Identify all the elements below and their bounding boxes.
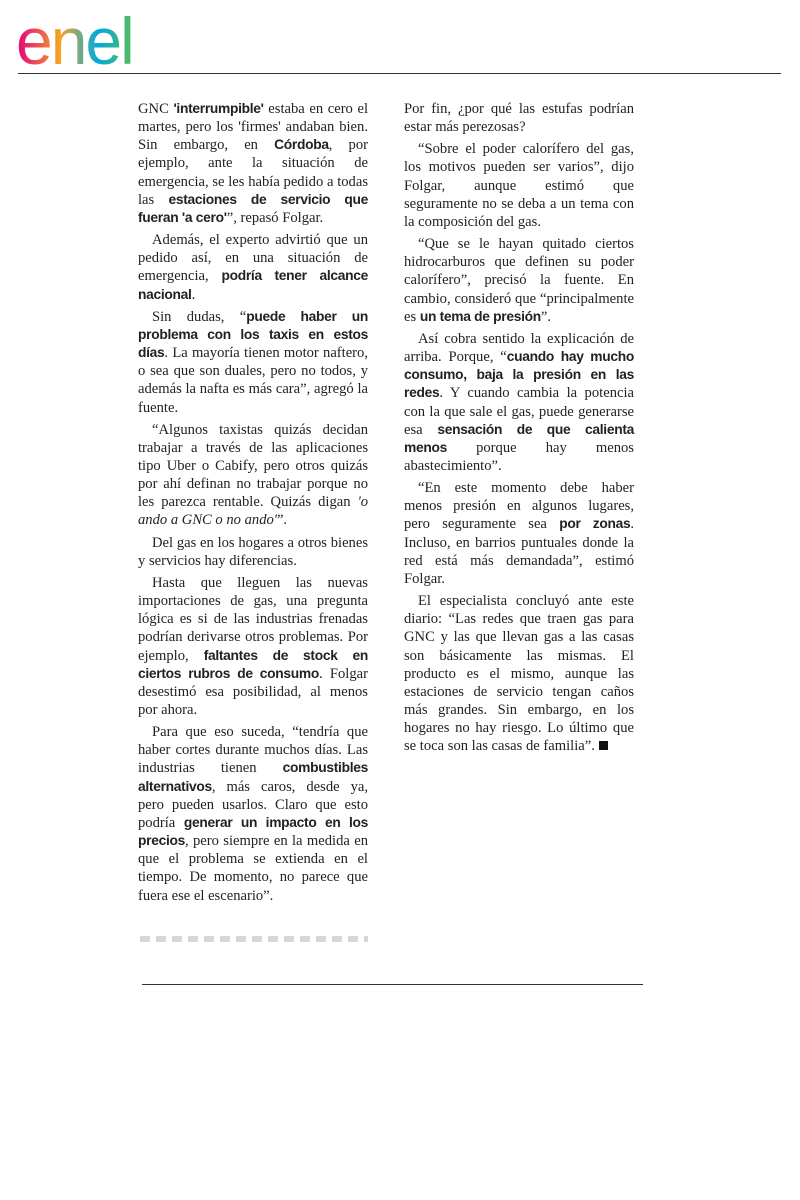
enel-logo-text: enel: [16, 6, 133, 72]
bold-highlight: estaciones de servicio que fueran 'a cero': [138, 191, 368, 225]
bold-highlight: 'interrumpible': [173, 101, 264, 116]
article-column-right: [404, 100, 634, 759]
text-run: “En este momento debe haber menos presión en algunos lugares, pero seguramente sea: [404, 480, 634, 533]
article-paragraph: [138, 421, 368, 530]
bold-highlight: podría tener alcance nacional: [138, 268, 368, 302]
text-run: Para que eso suceda, “tendría que haber cortes durante muchos días. Las industrias tienen: [138, 724, 368, 777]
bold-highlight: puede haber un problema con los taxis en estos días: [138, 308, 368, 361]
text-run: Sin dudas, “: [152, 308, 247, 325]
article-paragraph: [138, 574, 368, 719]
text-run: ”.: [276, 512, 288, 529]
article-paragraph: [404, 479, 634, 588]
text-run: .: [191, 286, 196, 303]
article-paragraph: [138, 534, 368, 570]
text-run: porque hay menos abastecimiento”.: [404, 439, 634, 474]
bold-highlight: Córdoba: [274, 137, 329, 153]
text-run: El especialista concluyó ante este diario: “Las redes que traen gas para GNC y las que llevan gas a las casas son básicamente las mismas. El producto es el mismo, aunque las estaciones de servicio tengan caños más grandes. Sin embargo, en los hogares no hay riesgo. Lo último que se toca son las casas de familia”.: [404, 593, 634, 755]
article-column-left: [138, 100, 368, 909]
bold-highlight: cuando hay mucho consumo, baja la presión en las redes: [404, 349, 634, 401]
text-run: Del gas en los hogares a otros bienes y servicios hay diferencias.: [138, 534, 368, 569]
article-paragraph: [404, 140, 634, 231]
article-paragraph: [404, 330, 634, 475]
text-run: Por fin, ¿por qué las estufas podrían estar más perezosas?: [404, 101, 634, 136]
enel-logo-mark: [14, 6, 184, 72]
italic-quote: 'o ando a GNC o no ando': [138, 494, 368, 529]
text-run: “Que se le hayan quitado ciertos hidrocarburos que definen su poder calorífero”, precisó la fuente. En cambio, consideró que “principalmente es: [404, 236, 634, 325]
text-run: , más caros, desde ya, pero pueden usarlos. Claro que esto podría: [138, 778, 368, 831]
text-run: . La mayoría tienen motor naftero, o sea que son duales, pero no todos, y además la nafta es más cara”, agregó la fuente.: [138, 345, 368, 416]
text-run: . Incluso, en barrios puntuales donde la red está más demandada”, estimó Folgar.: [404, 516, 634, 587]
enel-logo: [14, 6, 184, 72]
bold-highlight: generar un impacto en los precios: [138, 814, 369, 849]
footer-divider: [142, 984, 643, 985]
article-paragraph: [404, 100, 634, 136]
text-run: , por ejemplo, ante la situación de emergencia, se les había pedido a todas las: [138, 137, 368, 208]
text-run: , pero siempre en la medida en que el problema se extienda en el tiempo. De momento, no parece que fuera ese el escenario”.: [138, 833, 368, 904]
text-run: . Folgar desestimó esa posibilidad, al menos por ahora.: [138, 665, 368, 718]
text-run: ”, repasó Folgar.: [226, 209, 324, 226]
bold-highlight: sensación de que calienta menos: [404, 421, 634, 455]
text-run: Hasta que lleguen las nuevas importaciones de gas, una pregunta lógica es si de las industrias frenadas podrían derivarse otros problemas. Por ejemplo,: [138, 574, 368, 664]
text-run: . Y cuando cambia la potencia con la que sale el gas, puede generarse esa: [404, 385, 634, 438]
text-run: Así cobra sentido la explicación de arriba. Porque, “: [404, 330, 634, 366]
article-paragraph: [404, 592, 634, 755]
text-run: “Algunos taxistas quizás decidan trabajar a través de las aplicaciones tipo Uber o Cabify, pero otros quizás por ahí definan no trabajar porque no les parezca rentable. Quizás digan: [138, 421, 368, 511]
text-run: GNC: [138, 101, 174, 117]
bold-highlight: por zonas: [559, 516, 631, 532]
article-paragraph: [138, 308, 368, 417]
end-of-article-mark: [599, 741, 608, 750]
bold-highlight: un tema de presión: [419, 308, 541, 324]
bold-highlight: combustibles alternativos: [138, 760, 368, 794]
article-paragraph: [138, 231, 368, 304]
article-paragraph: [404, 235, 634, 326]
article-paragraph: [138, 723, 368, 905]
bold-highlight: faltantes de stock en ciertos rubros de consumo: [138, 647, 368, 681]
text-run: “Sobre el poder calorífero del gas, los motivos pueden ser varios”, dijo Folgar, aunque estimó que seguramente no se deba a un tema con la composición del gas.: [404, 141, 634, 230]
text-run: ”.: [540, 308, 552, 325]
cut-off-text-line: [140, 936, 368, 942]
article-paragraph: [138, 100, 368, 227]
text-run: estaba en cero el martes, pero los 'firmes' andaban bien. Sin embargo, en: [138, 101, 368, 154]
text-run: Además, el experto advirtió que un pedido así, en una situación de emergencia,: [138, 232, 368, 285]
header-divider: [18, 73, 781, 74]
